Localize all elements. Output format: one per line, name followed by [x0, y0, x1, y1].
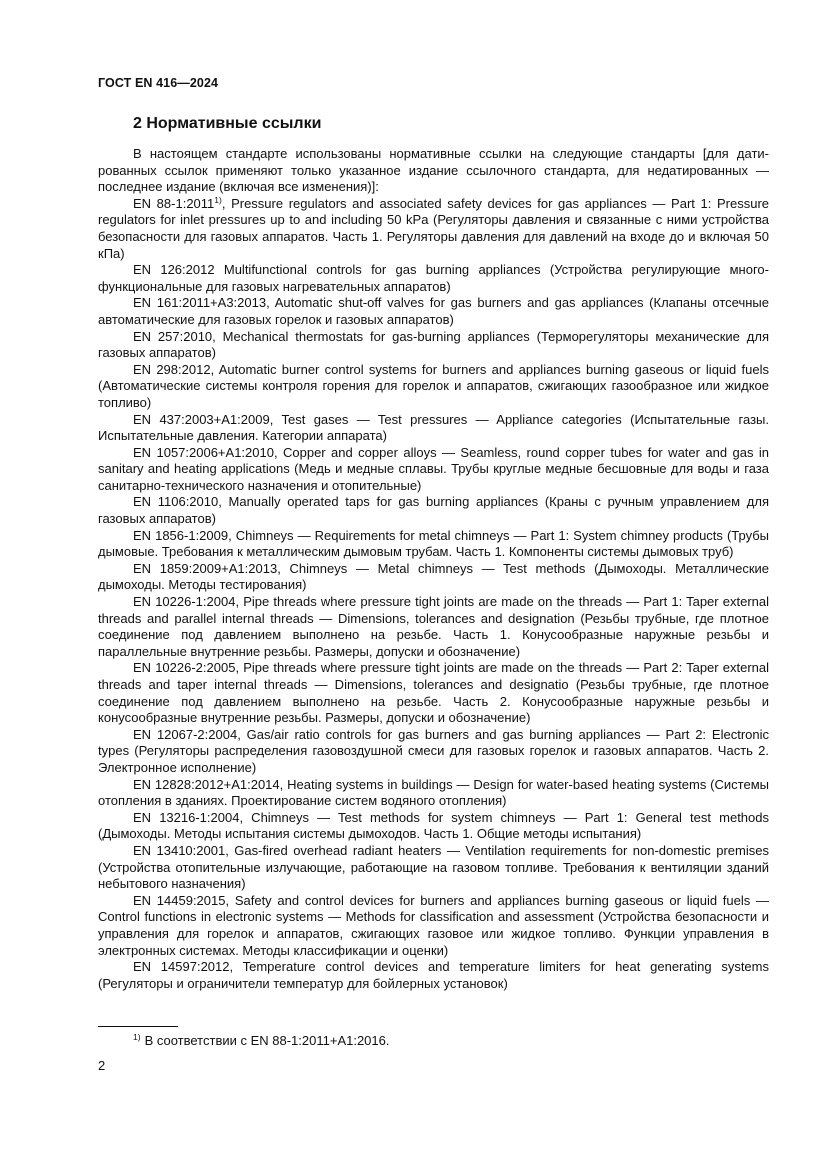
reference-entry [98, 843, 769, 893]
reference-text: Multifunctional controls for gas burning appliances (Устройства регулирующие многофункциональные для газовых нагревательных аппаратов) [98, 262, 769, 294]
reference-code: EN 12828:2012+A1:2014 [133, 776, 280, 792]
reference-code: EN 88-1:2011 [133, 195, 215, 211]
reference-entry [98, 362, 769, 412]
reference-text: , Pipe threads where pressure tight joints are made on the threads — Part 1: Taper external threads and parallel internal threads — Dimensions, tolerances and designation (Резьбы трубные, где плотное соединение под давлением выполнено на резьбе. Часть 1. Конусообразные наружные резьбы и параллельные внутренние резьбы. Размеры, допуски и обозначение) [98, 594, 769, 659]
reference-entry [98, 660, 769, 726]
reference-entry [98, 810, 769, 843]
reference-text: , Copper and copper alloys — Seamless, round copper tubes for water and gas in sanitary and heating applications (Медь и медные сплавы. Трубы круглые медные бесшовные для воды и газа санитарно-технического назначения и отопительные) [98, 444, 769, 493]
section-title: 2 Нормативные ссылки [133, 115, 322, 132]
reference-code: EN 161:2011+A3:2013 [133, 295, 267, 311]
reference-entry [98, 893, 769, 959]
reference-text: , Chimneys — Requirements for metal chimneys — Part 1: System chimney products (Трубы дымовые. Требования к металлическим дымовым трубам. Часть 1. Компоненты системы дымовых труб) [98, 527, 769, 560]
footnote-separator [98, 1026, 178, 1027]
reference-code: EN 257:2010 [133, 328, 213, 344]
reference-entry [98, 445, 769, 495]
reference-entry [98, 494, 769, 527]
reference-entry [98, 561, 769, 594]
intro-paragraph: В настоящем стандарте использованы нормативные ссылки на следующие стандарты [для датированных ссылок применяют только указанное издание ссылочного стандарта, для недатированных — последнее издание (включая все изменения)]: [98, 146, 769, 195]
reference-code: EN 14597:2012 [133, 959, 230, 975]
reference-text: , Chimneys — Metal chimneys — Test methods (Дымоходы. Металлические дымоходы. Методы тестирования) [98, 560, 769, 593]
reference-code: EN 13410:2001 [133, 842, 226, 858]
reference-text: , Heating systems in buildings — Design for water-based heating systems (Системы отопления в зданиях. Проектирование систем водяного отопления) [98, 776, 769, 809]
reference-code: EN 437:2003+A1:2009 [133, 411, 270, 427]
reference-entry [98, 528, 769, 561]
reference-text: , Gas/air ratio controls for gas burners and gas burning appliances — Part 2: Electronic types (Регуляторы распределения газовоздушной смеси для газовых горелок и газовых аппаратов. Часть 2. Электронное исполнение) [98, 726, 769, 775]
reference-code: EN 1856-1:2009 [133, 527, 229, 543]
footnote-text: В соответствии с EN 88-1:2011+A1:2016. [144, 1033, 390, 1048]
reference-text: , Pressure regulators and associated safety devices for gas appliances — Part 1: Pressure regulators for inlet pressures up to and including 50 kPa (Регуляторы давления и связанные с ними устройства безопасности для газовых аппаратов. Часть 1. Регуляторы давления для давлений на входе до и включая 50 кПа) [98, 195, 770, 261]
reference-entry [98, 412, 769, 445]
reference-code: EN 298:2012 [133, 361, 211, 377]
reference-code: EN 13216-1:2004 [133, 809, 240, 825]
reference-text: , Manually operated taps for gas burning appliances (Краны с ручным управлением для газовых аппаратов) [98, 494, 769, 527]
reference-code: EN 126:2012 [133, 262, 215, 278]
references-body [98, 146, 769, 992]
page-number: 2 [98, 1058, 106, 1073]
reference-text: , Automatic shut-off valves for gas burners and gas appliances (Клапаны отсечные автоматические для газовых горелок и газовых аппаратов) [98, 295, 770, 327]
reference-text: , Test gases — Test pressures — Appliance categories (Испытательные газы. Испытательные давления. Категории аппарата) [98, 411, 769, 444]
reference-code: EN 14459:2015 [133, 892, 226, 908]
reference-entry [98, 594, 769, 660]
reference-text: , Automatic burner control systems for burners and appliances burning gaseous or liquid fuels (Автоматические системы контроля горения для горелок и аппаратов, сжигающих газообразное или жидкое топливо) [98, 361, 769, 410]
reference-entry [98, 262, 769, 295]
reference-code: EN 1859:2009+A1:2013 [133, 560, 278, 576]
reference-code: EN 10226-2:2005 [133, 660, 236, 676]
reference-entry [98, 196, 769, 262]
reference-entry [98, 295, 769, 328]
reference-entry [98, 959, 769, 992]
reference-text: , Temperature control devices and temperature limiters for heat generating systems (Регуляторы и ограничители температур для бойлерных установок) [98, 959, 769, 991]
reference-entry [98, 777, 769, 810]
reference-code: EN 12067-2:2004 [133, 726, 238, 742]
reference-text: , Safety and control devices for burners and appliances burning gaseous or liquid fuels — Control functions in electronic systems — Methods for classification and assessment (Устройства безопасности и управления для горелок и аппаратов, сжигающих газовое или жидкое топливо. Функции управления в электронных системах. Методы классификации и оценки) [98, 892, 769, 958]
reference-code: EN 1106:2010 [133, 494, 219, 510]
reference-text: , Mechanical thermostats for gas-burning appliances (Терморегуляторы механические для газовых аппаратов) [98, 328, 769, 361]
footnote [133, 1033, 390, 1048]
document-header: ГОСТ EN 416—2024 [98, 76, 219, 90]
reference-text: , Chimneys — Test methods for system chimneys — Part 1: General test methods (Дымоходы. Методы испытания системы дымоходов. Часть 1. Общие методы испытания) [98, 809, 769, 842]
reference-entry [98, 727, 769, 777]
reference-list [98, 196, 769, 993]
reference-text: , Pipe threads where pressure tight joints are made on the threads — Part 2: Taper external threads and taper internal threads — Dimensions, tolerances and designatio (Резьбы трубные, где плотное соединение под давлением выполнено на резьбе. Часть 2. Конусообразные наружные резьбы и конусообразные внутренние резьбы. Размеры, допуски и обозначение) [98, 660, 769, 726]
reference-text: , Gas-fired overhead radiant heaters — Ventilation requirements for non-domestic premises (Устройства отопительные излучающие, работающие на газовом топливе. Требования к вентиляции зданий небытового назначения) [98, 842, 769, 892]
footnote-mark: 1) [133, 1032, 141, 1042]
reference-code: EN 10226-1:2004 [133, 594, 236, 610]
reference-entry [98, 329, 769, 362]
reference-code: EN 1057:2006+A1:2010 [133, 444, 274, 460]
footnote-reference: 1) [214, 194, 222, 205]
